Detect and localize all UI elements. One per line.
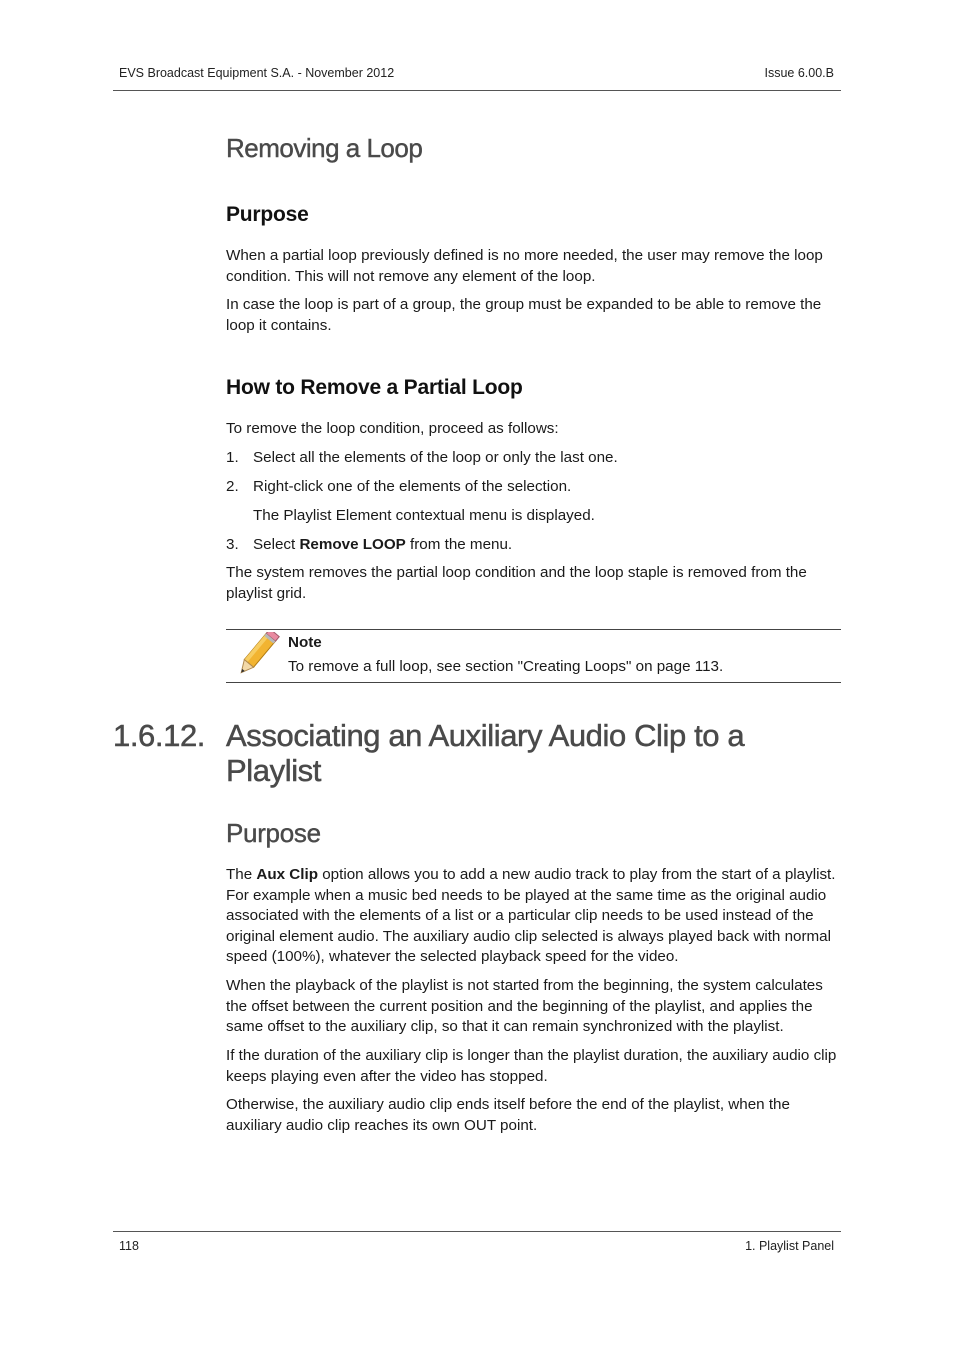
step-number: 1. — [226, 449, 239, 466]
howto-intro: To remove the loop condition, proceed as follows: — [226, 420, 559, 437]
note-text: To remove a full loop, see section "Creating Loops" on page 113. — [288, 658, 724, 675]
section-title-removing-loop: Removing a Loop — [226, 133, 423, 163]
header-issue-text: Issue 6.00.B — [764, 66, 834, 80]
aux-p1-pre: The — [226, 866, 257, 883]
aux-clip-option-name: Aux Clip — [256, 866, 318, 883]
step-number: 2. — [226, 478, 239, 495]
aux-p1-post: option allows you to add a new audio track to play from the start of a playlist. For example when a music bed needs to be played at the same time as the original audio associated with the elements of a list or a particular clip needs to be used instead of the original element audio. The auxiliary audio clip selected is always played back with normal speed (100%), whatever the selected playback speed for the video. — [226, 866, 836, 965]
step-2-result: The Playlist Element contextual menu is displayed. — [253, 507, 595, 524]
purpose-heading: Purpose — [226, 203, 309, 226]
step-text-pre: Select — [253, 536, 300, 553]
aux-paragraph-4: Otherwise, the auxiliary audio clip ends itself before the end of the playlist, when the auxiliary audio clip reaches its own OUT point. — [226, 1096, 790, 1134]
howto-heading: How to Remove a Partial Loop — [226, 376, 523, 399]
step-text-post: from the menu. — [405, 536, 513, 553]
aux-paragraph-2: When the playback of the playlist is not started from the beginning, the system calculates the offset between the current position and the beginning of the playlist, and applies the same offset to the auxiliary clip, so that it can remain synchronized with the playlist. — [226, 977, 823, 1035]
section-number: 1.6.12. — [113, 718, 206, 753]
aux-paragraph-3: If the duration of the auxiliary clip is longer than the playlist duration, the auxiliary audio clip keeps playing even after the video has stopped. — [226, 1047, 837, 1085]
purpose-paragraph-2: In case the loop is part of a group, the group must be expanded to be able to remove the loop it contains. — [226, 296, 822, 334]
page-footer — [113, 1231, 841, 1255]
pencil-icon — [232, 632, 280, 678]
section-title-aux-clip: Associating an Auxiliary Audio Clip to a Playlist — [226, 718, 745, 788]
step-text — [253, 535, 512, 556]
step-text: Select all the elements of the loop or only the last one. — [253, 449, 618, 466]
footer-chapter: 1. Playlist Panel — [745, 1239, 834, 1253]
header-left-text: EVS Broadcast Equipment S.A. - November 2012 — [119, 66, 395, 80]
step-text: Right-click one of the elements of the selection. — [253, 478, 572, 495]
menu-item-reference: Remove LOOP — [299, 536, 406, 553]
aux-paragraph-1 — [226, 865, 841, 968]
step-number: 3. — [226, 536, 239, 553]
page-header — [113, 66, 841, 91]
note-box — [226, 629, 841, 683]
purpose-paragraph-1: When a partial loop previously defined is no more needed, the user may remove the loop condition. This will not remove any element of the loop. — [226, 247, 823, 285]
note-title: Note — [288, 634, 322, 651]
page-number: 118 — [119, 1239, 139, 1253]
aux-purpose-heading: Purpose — [226, 818, 321, 848]
result-paragraph: The system removes the partial loop condition and the loop staple is removed from the playlist grid. — [226, 564, 807, 602]
